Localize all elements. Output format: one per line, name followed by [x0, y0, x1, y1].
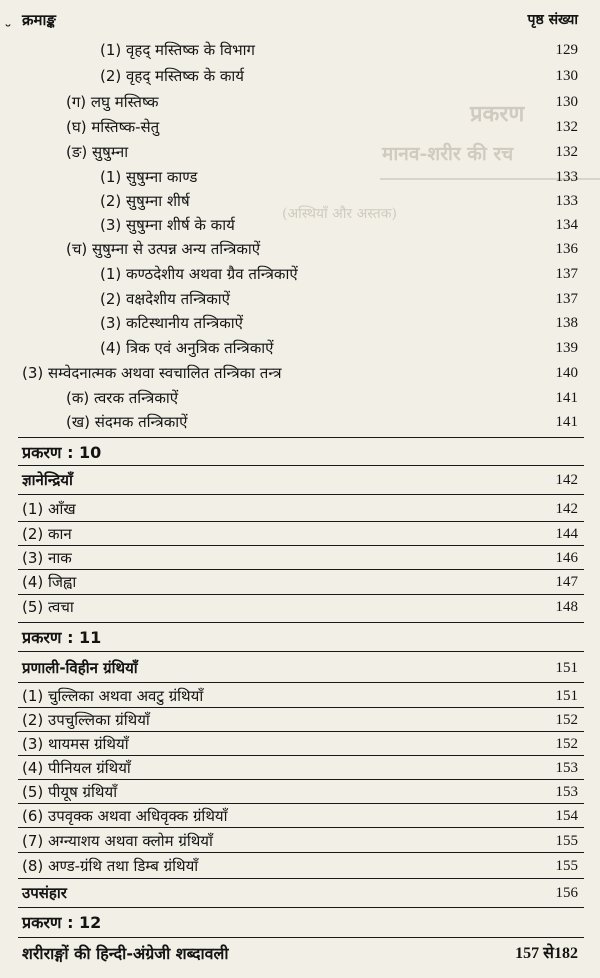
- chapter-heading: [0, 626, 600, 650]
- toc-entry-label: (4) पीनियल ग्रंथियाँ: [22, 759, 131, 777]
- toc-entry-label: (1) आँख: [22, 500, 76, 518]
- toc-entry-page: 154: [555, 808, 578, 824]
- toc-entry: [0, 410, 600, 434]
- section-rule: [18, 907, 584, 908]
- ghost-heading: प्रकरण: [470, 101, 525, 127]
- toc-entry-label: शरीराङ्गों की हिन्दी-अंग्रेजी शब्दावली: [22, 944, 229, 963]
- toc-entry-page: 137: [555, 266, 578, 282]
- chapter-heading: [0, 441, 600, 465]
- chapter-title: [0, 942, 600, 966]
- section-rule: [18, 827, 584, 828]
- toc-entry-page: 133: [555, 169, 578, 185]
- toc-entry-label: (3) सुषुम्ना शीर्ष के कार्य: [100, 216, 235, 234]
- toc-entry: [0, 361, 600, 385]
- toc-entry: [0, 854, 600, 878]
- toc-entry-label: (3) थायमस ग्रंथियाँ: [22, 735, 129, 753]
- section-rule: [18, 465, 584, 466]
- toc-entry-page: 132: [555, 144, 578, 160]
- toc-entry-page: 137: [555, 291, 578, 307]
- toc-entry: [0, 140, 600, 164]
- header-right: पृष्ठ संख्या: [527, 12, 578, 28]
- toc-entry-page: 147: [555, 574, 578, 590]
- toc-entry-label: उपसंहार: [22, 884, 67, 902]
- toc-entry: [0, 829, 600, 853]
- toc-entry: [0, 522, 600, 546]
- toc-entry-label: (घ) मस्तिष्क-सेतु: [66, 118, 160, 136]
- toc-entry: [0, 570, 600, 594]
- toc-entry-label: (ग) लघु मस्तिष्क: [66, 93, 159, 111]
- toc-entry-label: (ङ) सुषुम्ना: [66, 143, 129, 161]
- toc-entry-label: (1) सुषुम्ना काण्ड: [100, 168, 198, 186]
- toc-entry-page: 142: [555, 472, 578, 488]
- toc-entry: [0, 311, 600, 335]
- toc-entry-label: (5) त्वचा: [22, 598, 74, 616]
- toc-entry-label: (2) वक्षदेशीय तन्त्रिकाऐं: [100, 290, 230, 308]
- toc-entry: [0, 213, 600, 237]
- toc-entry-page: 138: [555, 315, 578, 331]
- toc-entry: [0, 64, 600, 88]
- toc-entry: [0, 336, 600, 360]
- toc-entry-page: 132: [555, 119, 578, 135]
- toc-entry: [0, 804, 600, 828]
- toc-entry-label: (2) वृहद् मस्तिष्क के कार्य: [100, 67, 244, 85]
- toc-entry-label: (4) त्रिक एवं अनुत्रिक तन्त्रिकाऐं: [100, 339, 274, 357]
- toc-entry-page: 155: [555, 858, 578, 874]
- toc-entry: [0, 115, 600, 139]
- toc-entry-page: 153: [555, 784, 578, 800]
- toc-entry-page: 157 से182: [515, 945, 578, 962]
- section-rule: [18, 852, 584, 853]
- chapter-heading-label: प्रकरण : 11: [22, 628, 102, 647]
- header-left: क्रमाङ्क: [22, 11, 56, 29]
- toc-entry-label: (ख) संदमक तन्त्रिकाऐं: [66, 413, 188, 431]
- toc-entry-label: (क) त्वरक तन्त्रिकाऐं: [66, 389, 179, 407]
- toc-entry: [0, 165, 600, 189]
- toc-entry-page: 148: [555, 599, 578, 615]
- toc-entry: [0, 237, 600, 261]
- toc-entry-page: 130: [555, 68, 578, 84]
- toc-entry: [0, 497, 600, 521]
- toc-entry-page: 140: [555, 365, 578, 381]
- toc-entry: [0, 546, 600, 570]
- page-corner-mark: ˘: [4, 22, 12, 41]
- toc-entry: [0, 90, 600, 114]
- toc-entry-label: (7) अग्न्याशय अथवा क्लोम ग्रंथियाँ: [22, 832, 213, 850]
- toc-entry-label: (1) कण्ठदेशीय अथवा ग्रैव तन्त्रिकाऐं: [100, 265, 298, 283]
- toc-entry-page: 134: [555, 217, 578, 233]
- toc-header: [0, 8, 600, 32]
- toc-entry: [0, 708, 600, 732]
- toc-entry-page: 152: [555, 736, 578, 752]
- section-rule: [18, 622, 584, 623]
- toc-entry-page: 136: [555, 241, 578, 257]
- toc-entry-page: 133: [555, 193, 578, 209]
- section-rule: [18, 494, 584, 495]
- toc-entry-page: 156: [555, 885, 578, 901]
- chapter-heading-label: प्रकरण : 12: [22, 913, 102, 932]
- toc-entry-page: 151: [555, 688, 578, 704]
- toc-entry-label: (1) वृहद् मस्तिष्क के विभाग: [100, 41, 255, 59]
- toc-entry-page: 155: [555, 833, 578, 849]
- toc-entry-page: 141: [555, 390, 578, 406]
- toc-entry: [0, 595, 600, 619]
- ghost-subheading: मानव-शरीर की रच: [382, 143, 514, 165]
- toc-entry-page: 129: [555, 42, 578, 58]
- toc-entry-page: 142: [555, 501, 578, 517]
- toc-entry-page: 146: [555, 550, 578, 566]
- section-rule: [18, 682, 584, 683]
- toc-entry: [0, 262, 600, 286]
- toc-entry-page: 130: [555, 94, 578, 110]
- section-rule: [18, 437, 584, 438]
- toc-entry: [0, 780, 600, 804]
- toc-entry-label: (2) सुषुम्ना शीर्ष: [100, 192, 190, 210]
- toc-entry-label: (5) पीयूष ग्रंथियाँ: [22, 783, 118, 801]
- toc-entry: [0, 287, 600, 311]
- chapter-title: [0, 468, 600, 492]
- toc-entry-label: ज्ञानेन्द्रियाँ: [22, 471, 73, 489]
- toc-entry-label: (3) नाक: [22, 549, 72, 567]
- toc-entry-label: (1) चुल्लिका अथवा अवटु ग्रंथियाँ: [22, 687, 204, 705]
- toc-entry-page: 141: [555, 414, 578, 430]
- toc-entry: [0, 881, 600, 905]
- section-rule: [18, 878, 584, 879]
- toc-entry-label: (2) कान: [22, 525, 72, 543]
- chapter-title: [0, 656, 600, 680]
- toc-entry: [0, 38, 600, 62]
- toc-entry-page: 153: [555, 760, 578, 776]
- chapter-heading: [0, 911, 600, 935]
- toc-entry-label: (3) सम्वेदनात्मक अथवा स्वचालित तन्त्रिका तन्त्र: [22, 364, 282, 382]
- toc-entry-page: 151: [555, 660, 578, 676]
- chapter-heading-label: प्रकरण : 10: [22, 443, 102, 462]
- toc-entry-page: 139: [555, 340, 578, 356]
- toc-entry-page: 144: [555, 526, 578, 542]
- toc-entry-label: (8) अण्ड-ग्रंथि तथा डिम्ब ग्रंथियाँ: [22, 857, 199, 875]
- toc-entry: [0, 732, 600, 756]
- ghost-paren: (अस्थियाँ और अस्तक): [282, 206, 397, 222]
- toc-entry-label: (2) उपचुल्लिका ग्रंथियाँ: [22, 711, 150, 729]
- toc-entry: [0, 189, 600, 213]
- toc-entry-label: (4) जिह्वा: [22, 573, 77, 591]
- toc-entry-label: (च) सुषुम्ना से उत्पन्न अन्य तन्त्रिकाऐं: [66, 240, 261, 258]
- section-rule: [18, 937, 584, 938]
- toc-entry-label: (6) उपवृक्क अथवा अधिवृक्क ग्रंथियाँ: [22, 807, 228, 825]
- toc-entry-label: प्रणाली-विहीन ग्रंथियाँ: [22, 659, 138, 677]
- toc-entry-page: 152: [555, 712, 578, 728]
- toc-entry: [0, 756, 600, 780]
- toc-entry-label: (3) कटिस्थानीय तन्त्रिकाऐं: [100, 314, 243, 332]
- toc-entry: [0, 684, 600, 708]
- toc-entry: [0, 386, 600, 410]
- section-rule: [18, 651, 584, 652]
